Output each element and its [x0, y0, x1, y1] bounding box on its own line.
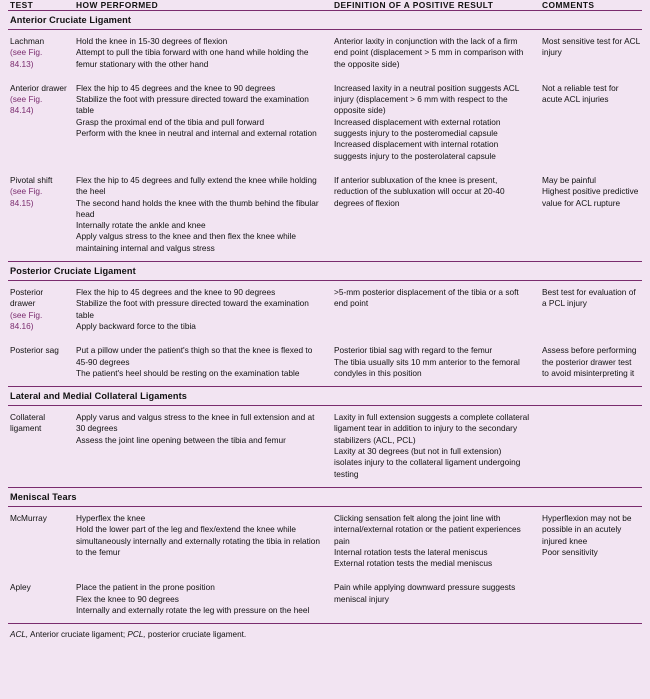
cell-test-name — [8, 281, 72, 340]
cell-definition — [330, 281, 538, 340]
cell-comments — [538, 406, 642, 488]
how-performed-item: Attempt to pull the tibia forward with one hand while holding the femur stationary with the other hand — [76, 47, 309, 69]
table-footer — [8, 624, 642, 645]
definition-item: Increased displacement with internal rotation suggests injury to the posterolateral capsule — [334, 139, 499, 161]
header-row — [8, 0, 642, 11]
table-row — [8, 281, 642, 340]
table-body — [8, 11, 642, 624]
test-name: Posterior sag — [10, 345, 59, 356]
how-performed-item: Assess the joint line opening between the tibia and femur — [76, 434, 286, 445]
test-name: McMurray — [10, 512, 47, 523]
definition-item: Increased displacement with external rotation suggests injury to the posteromedial capsule — [334, 116, 501, 139]
cell-how-performed — [72, 506, 330, 576]
cell-test-name — [8, 576, 72, 623]
definition-item: If anterior subluxation of the knee is present, reduction of the subluxation will occur at 20-40 degrees of flexion — [334, 174, 505, 208]
how-performed-item: Grasp the proximal end of the tibia and pull forward — [76, 116, 265, 127]
definition-item: Clicking sensation felt along the joint line with internal/external rotation or the patient experiences pain — [334, 512, 521, 546]
cell-how-performed — [72, 30, 330, 77]
comment-item: May be painful — [542, 174, 596, 185]
definition-item: Laxity in full extension suggests a complete collateral ligament tear in addition to injury to the secondary stabilizers (ACL, PCL) — [334, 412, 530, 445]
comment-item: Not a reliable test for acute ACL injuries — [542, 82, 619, 105]
how-performed-item: Stabilize the foot with pressure directed toward the examination table — [76, 94, 309, 116]
table-row — [8, 77, 642, 169]
footnote-text-pcl: posterior cruciate ligament. — [145, 630, 247, 640]
cell-how-performed — [72, 77, 330, 169]
definition-item: >5-mm posterior displacement of the tibia or a soft end point — [334, 287, 519, 309]
cell-comments — [538, 169, 642, 262]
how-performed-item: Stabilize the foot with pressure directed toward the examination table — [76, 298, 309, 320]
how-performed-item: Apply backward force to the tibia — [76, 320, 196, 331]
comment-item: Highest positive predictive value for ACL rupture — [542, 186, 639, 208]
definition-item: Posterior tibial sag with regard to the femur — [334, 345, 493, 356]
figure-reference-link[interactable]: (see Fig. 84.14) — [10, 94, 43, 116]
section-title: Lateral and Medial Collateral Ligaments — [8, 387, 642, 406]
test-name: Posterior drawer — [10, 287, 44, 309]
how-performed-item: Internally rotate the ankle and knee — [76, 220, 206, 231]
table-row — [8, 169, 642, 262]
cell-how-performed — [72, 406, 330, 488]
how-performed-item: Flex the hip to 45 degrees and fully extend the knee while holding the heel — [76, 174, 317, 197]
cell-how-performed — [72, 576, 330, 623]
column-header-definition: DEFINITION OF A POSITIVE RESULT — [330, 0, 538, 11]
table-row — [8, 406, 642, 488]
cell-comments — [538, 77, 642, 169]
table-row — [8, 339, 642, 386]
definition-item: Pain while applying downward pressure suggests meniscal injury — [334, 582, 516, 604]
definition-item: Internal rotation tests the lateral meniscus — [334, 546, 488, 557]
comment-item: Assess before performing the posterior drawer test to avoid misinterpreting it — [542, 345, 637, 378]
footnote-text-acl: Anterior cruciate ligament; — [28, 630, 128, 640]
comment-item: Most sensitive test for ACL injury — [542, 36, 640, 58]
test-name: Lachman — [10, 36, 45, 46]
definition-item: Anterior laxity in conjunction with the lack of a firm end point (displacement > 5 mm in comparison with the opposite side) — [334, 36, 524, 69]
column-header-how-performed: HOW PERFORMED — [72, 0, 330, 11]
how-performed-item: The second hand holds the knee with the thumb behind the fibular head — [76, 197, 319, 219]
footnote-cell — [8, 624, 642, 645]
definition-item: Laxity at 30 degrees (but not in full extension) isolates injury to the collateral ligament undergoing testing — [334, 446, 521, 479]
table-row — [8, 576, 642, 623]
cell-comments — [538, 576, 642, 623]
cell-comments — [538, 339, 642, 386]
how-performed-item: Place the patient in the prone position — [76, 582, 215, 593]
column-header-comments: COMMENTS — [538, 0, 642, 11]
cell-comments — [538, 506, 642, 576]
section-title: Meniscal Tears — [8, 487, 642, 506]
definition-item: External rotation tests the medial meniscus — [334, 558, 493, 569]
how-performed-item: Put a pillow under the patient's thigh so that the knee is flexed to 45-90 degrees — [76, 345, 313, 367]
how-performed-item: The patient's heel should be resting on the examination table — [76, 367, 300, 378]
how-performed-item: Hold the knee in 15-30 degrees of flexion — [76, 36, 228, 46]
figure-reference-link[interactable]: (see Fig. 84.16) — [10, 309, 43, 331]
table-header — [8, 0, 642, 11]
cell-how-performed — [72, 339, 330, 386]
cell-definition — [330, 77, 538, 169]
section-header-row — [8, 387, 642, 406]
cell-definition — [330, 576, 538, 623]
figure-reference-link[interactable]: (see Fig. 84.13) — [10, 47, 43, 69]
table-row — [8, 30, 642, 77]
cell-definition — [330, 339, 538, 386]
how-performed-item: Perform with the knee in neutral and internal and external rotation — [76, 128, 317, 139]
cell-definition — [330, 169, 538, 262]
test-name: Collateral ligament — [10, 412, 46, 434]
how-performed-item: Apply varus and valgus stress to the knee in full extension and at 30 degrees — [76, 412, 315, 434]
test-name: Apley — [10, 582, 31, 593]
cell-test-name — [8, 339, 72, 386]
how-performed-item: Hold the lower part of the leg and flex/extend the knee while simultaneously internally and externally rotating the tibia in relation to the femur — [76, 524, 320, 557]
how-performed-item: Flex the knee to 90 degrees — [76, 593, 179, 604]
cell-comments — [538, 281, 642, 340]
cell-definition — [330, 406, 538, 488]
cell-test-name — [8, 77, 72, 169]
comment-item: Best test for evaluation of a PCL injury — [542, 287, 636, 309]
how-performed-item: Flex the hip to 45 degrees and the knee to 90 degrees — [76, 82, 276, 93]
cell-test-name — [8, 506, 72, 576]
table-row — [8, 506, 642, 576]
figure-reference-link[interactable]: (see Fig. 84.15) — [10, 186, 43, 208]
section-title: Anterior Cruciate Ligament — [8, 11, 642, 30]
how-performed-item: Apply valgus stress to the knee and then flex the knee while maintaining internal and valgus stress — [76, 231, 297, 253]
footnote-abbr-acl: ACL, — [10, 630, 29, 640]
how-performed-item: Internally and externally rotate the leg with pressure on the heel — [76, 604, 310, 615]
footnote-abbr-pcl: PCL, — [127, 630, 146, 640]
section-header-row — [8, 487, 642, 506]
cell-how-performed — [72, 281, 330, 340]
physical-exam-table — [8, 0, 642, 644]
cell-comments — [538, 30, 642, 77]
cell-definition — [330, 506, 538, 576]
section-title: Posterior Cruciate Ligament — [8, 262, 642, 281]
test-name: Pivotal shift — [10, 174, 53, 185]
cell-test-name — [8, 406, 72, 488]
footnote-row — [8, 624, 642, 645]
how-performed-item: Hyperflex the knee — [76, 512, 146, 523]
section-header-row — [8, 11, 642, 30]
cell-definition — [330, 30, 538, 77]
how-performed-item: Flex the hip to 45 degrees and the knee to 90 degrees — [76, 287, 276, 298]
test-name: Anterior drawer — [10, 82, 67, 93]
definition-item: Increased laxity in a neutral position suggests ACL injury (displacement > 6 mm with respect to the opposite side) — [334, 82, 520, 116]
section-header-row — [8, 262, 642, 281]
cell-test-name — [8, 30, 72, 77]
cell-test-name — [8, 169, 72, 262]
column-header-test: TEST — [8, 0, 72, 11]
definition-item: The tibia usually sits 10 mm anterior to the femoral condyles in this position — [334, 356, 520, 378]
comment-item: Hyperflexion may not be possible in an acutely injured knee — [542, 512, 632, 546]
comment-item: Poor sensitivity — [542, 546, 598, 557]
cell-how-performed — [72, 169, 330, 262]
